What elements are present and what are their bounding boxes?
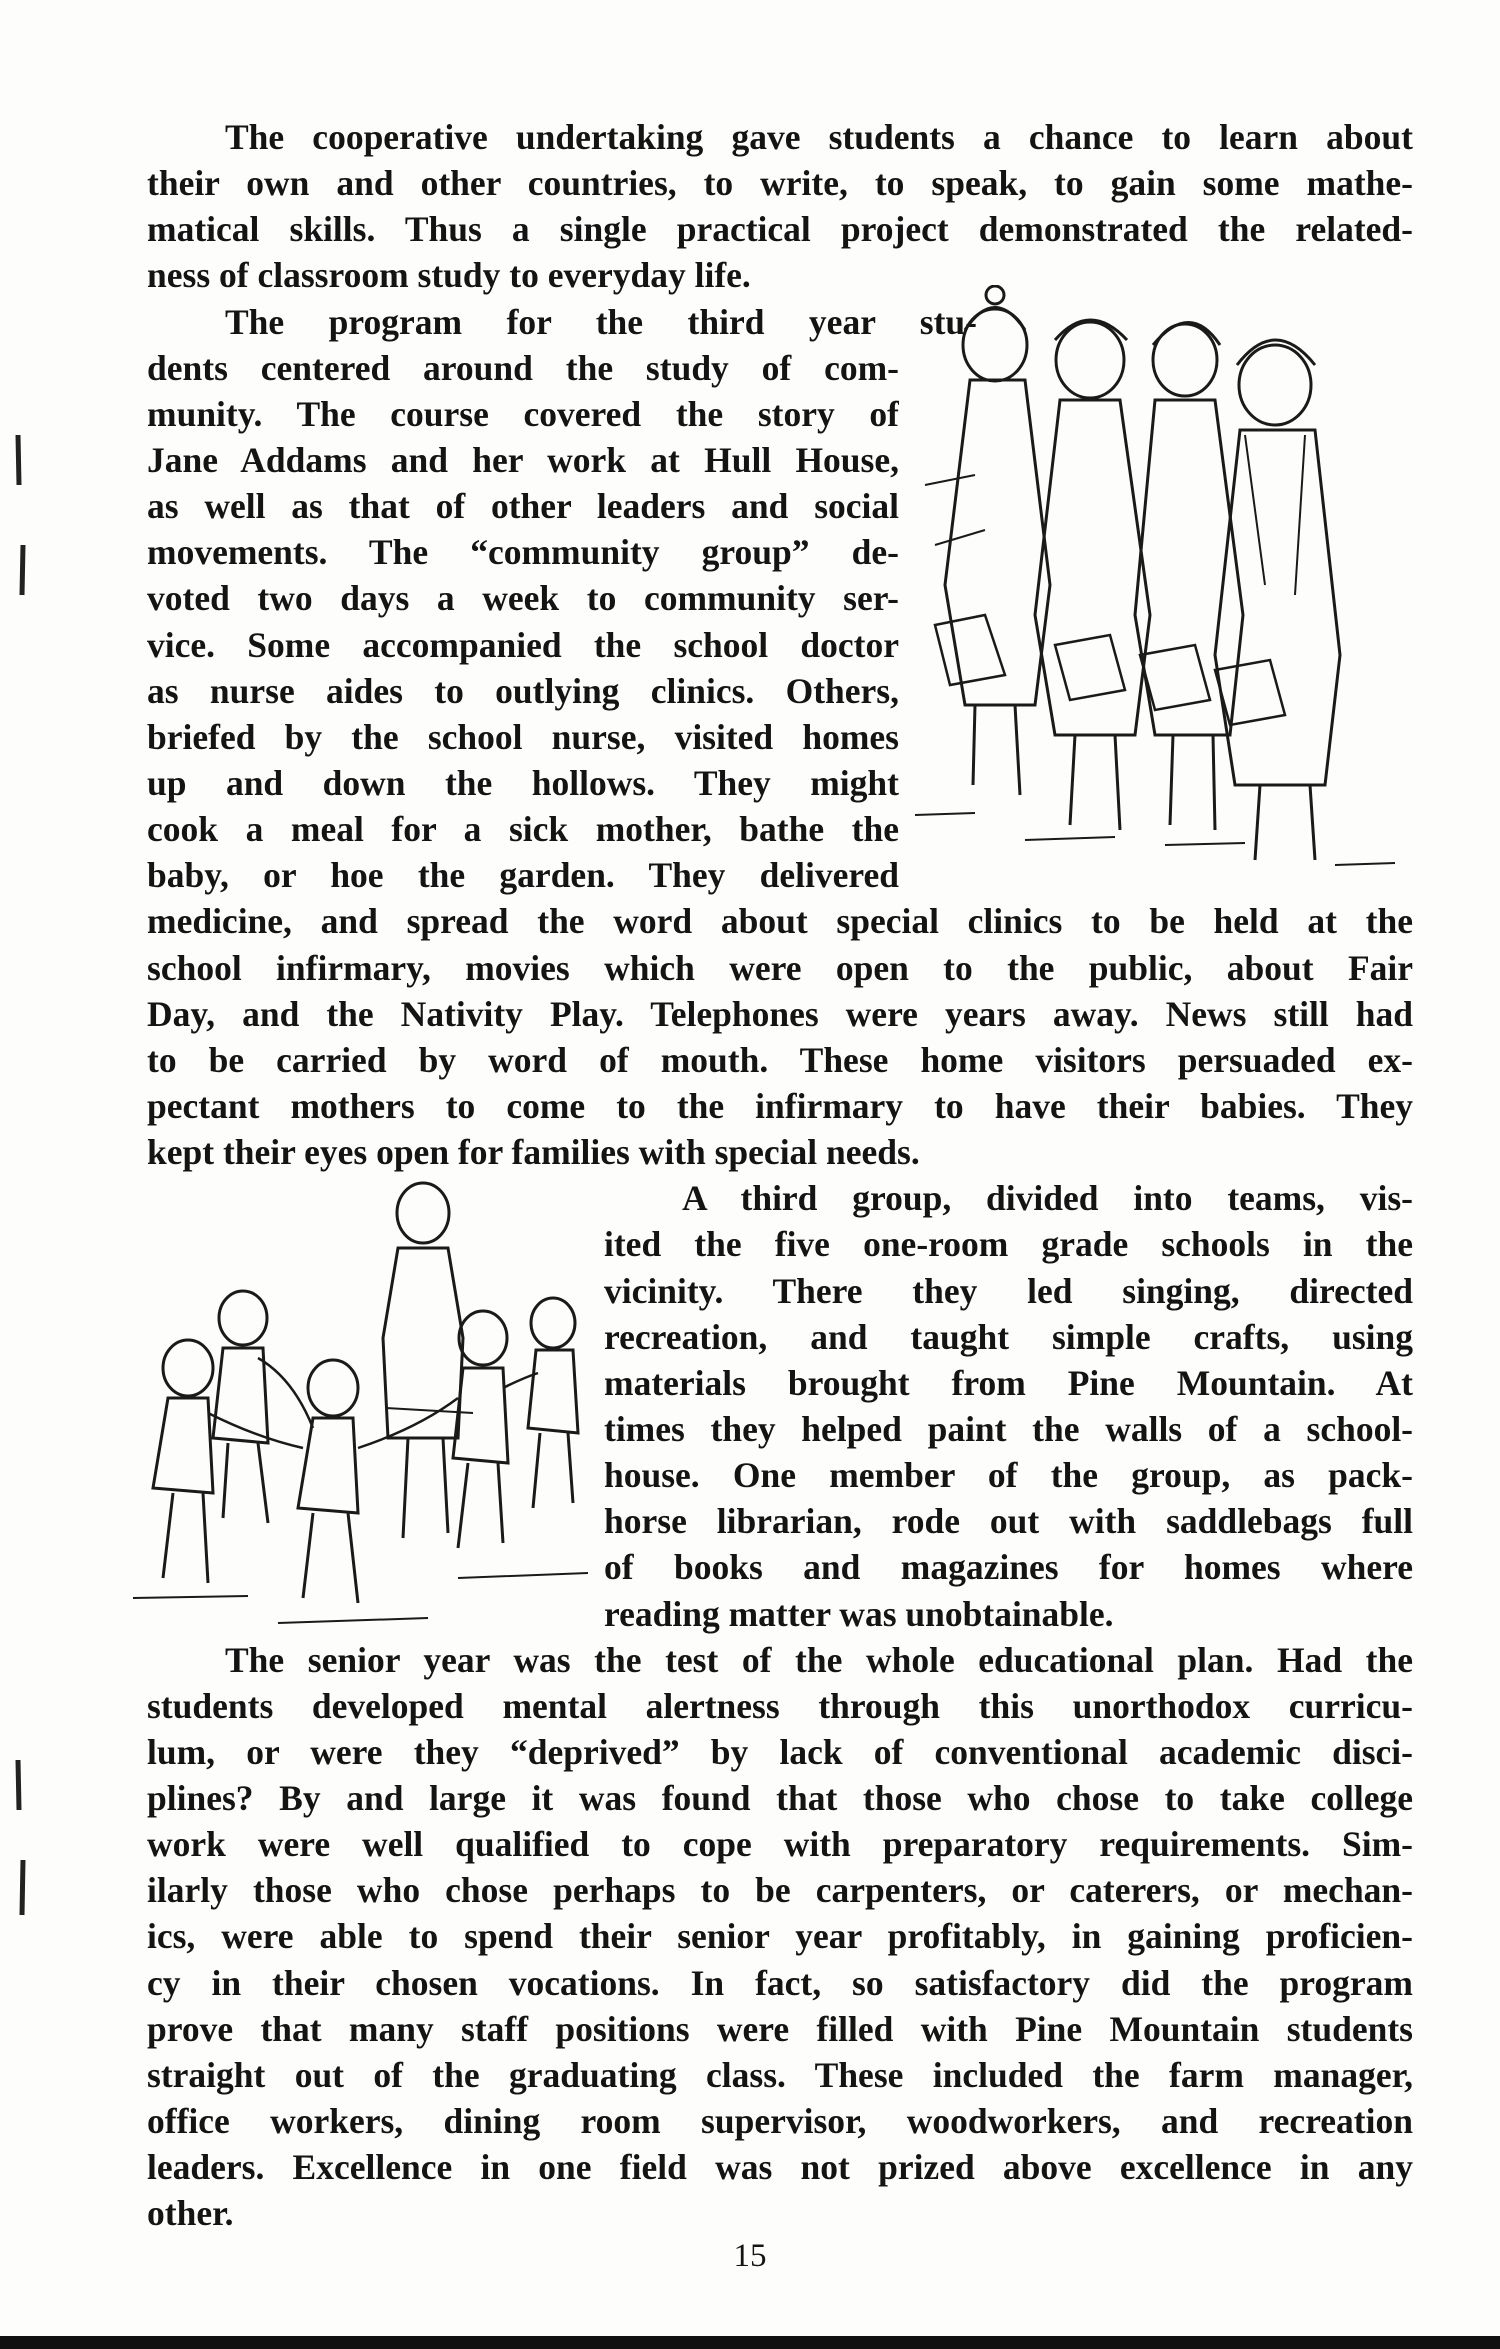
text-line: medicine, and spread the word about special clinics to be held at the [147, 901, 1413, 942]
text-line: matical skills. Thus a single practical project demonstrated the related- [147, 209, 1413, 250]
text-line: cook a meal for a sick mother, bathe the [147, 809, 899, 850]
text-line: briefed by the school nurse, visited homes [147, 716, 899, 757]
text-line: vice. Some accompanied the school doctor [147, 624, 899, 665]
text-line: up and down the hollows. They might [147, 762, 899, 803]
text-line: A third group, divided into teams, vis- [682, 1178, 1413, 1219]
text-line: The cooperative undertaking gave students a chance to learn about [225, 117, 1413, 157]
text-line: materials brought from Pine Mountain. At [604, 1362, 1413, 1403]
text-line: horse librarian, rode out with saddlebags full [604, 1501, 1413, 1542]
text-line: to be carried by word of mouth. These home visitors persuaded ex- [147, 1039, 1413, 1080]
text-line: kept their eyes open for families with special needs. [147, 1132, 920, 1173]
binding-mark-bottom [14, 1750, 28, 1930]
illustration-children-ring-dance [128, 1178, 598, 1633]
text-line: The program for the third year stu- [225, 301, 977, 342]
text-line: reading matter was unobtainable. [604, 1593, 1114, 1634]
text-line: ics, were able to spend their senior year profitably, in gaining proficien- [147, 1916, 1413, 1957]
text-line: as nurse aides to outlying clinics. Others, [147, 670, 899, 711]
text-line: straight out of the graduating class. These included the farm manager, [147, 2054, 1413, 2095]
text-line: ited the five one-room grade schools in the [604, 1224, 1413, 1265]
text-line: prove that many staff positions were filled with Pine Mountain students [147, 2008, 1413, 2049]
text-line: school infirmary, movies which were open to the public, about Fair [147, 947, 1413, 988]
text-line: times they helped paint the walls of a school- [604, 1408, 1413, 1449]
scan-edge-bar [0, 2336, 1500, 2349]
text-line: other. [147, 2193, 234, 2234]
text-line: of books and magazines for homes where [604, 1547, 1413, 1588]
text-line: lum, or were they “deprived” by lack of conventional academic disci- [147, 1731, 1413, 1772]
text-line: Jane Addams and her work at Hull House, [147, 439, 899, 480]
text-line: pectant mothers to come to the infirmary to have their babies. They [147, 1085, 1413, 1126]
text-line: recreation, and taught simple crafts, using [604, 1316, 1413, 1357]
text-line: baby, or hoe the garden. They delivered [147, 855, 899, 896]
text-line: movements. The “community group” de- [147, 532, 899, 573]
text-line: vicinity. There they led singing, directed [604, 1270, 1413, 1311]
text-line: cy in their chosen vocations. In fact, so satisfactory did the program [147, 1962, 1413, 2003]
text-line: ness of classroom study to everyday life. [147, 255, 751, 296]
text-line: The senior year was the test of the whole educational plan. Had the [225, 1639, 1413, 1680]
text-line: dents centered around the study of com- [147, 347, 899, 388]
text-line: as well as that of other leaders and social [147, 486, 899, 527]
binding-mark-top [14, 425, 28, 605]
text-line: office workers, dining room supervisor, woodworkers, and recreation [147, 2101, 1413, 2142]
text-line: ilarly those who chose perhaps to be carpenters, or caterers, or mechan- [147, 1870, 1413, 1911]
illustration-four-girls-walking [915, 285, 1405, 880]
page-number: 15 [733, 2238, 767, 2274]
text-line: students developed mental alertness through this unorthodox curricu- [147, 1685, 1413, 1726]
text-line: their own and other countries, to write, to speak, to gain some mathe- [147, 163, 1413, 204]
text-line: leaders. Excellence in one field was not prized above excellence in any [147, 2147, 1413, 2188]
text-line: work were well qualified to cope with preparatory requirements. Sim- [147, 1824, 1413, 1865]
text-line: plines? By and large it was found that those who chose to take college [147, 1778, 1413, 1819]
text-line: munity. The course covered the story of [147, 393, 899, 434]
text-line: Day, and the Nativity Play. Telephones were years away. News still had [147, 993, 1413, 1034]
text-line: voted two days a week to community ser- [147, 578, 899, 619]
text-line: house. One member of the group, as pack- [604, 1455, 1413, 1496]
